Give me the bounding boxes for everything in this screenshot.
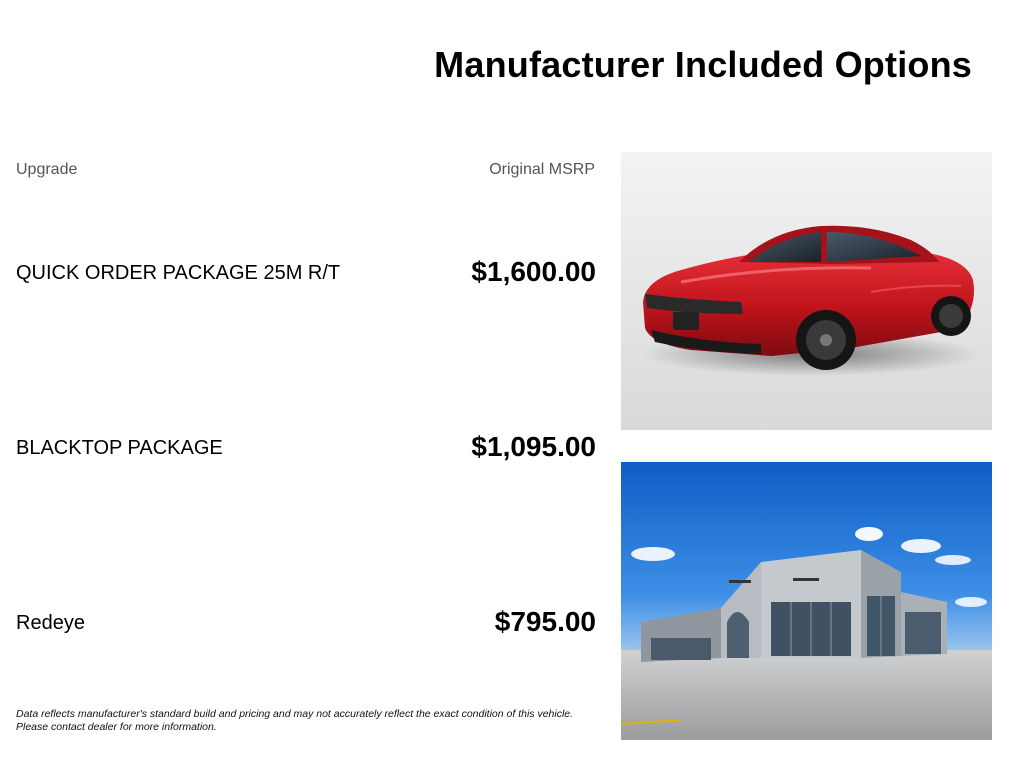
option-row (16, 602, 596, 642)
option-price: $1,600.00 (471, 256, 596, 287)
option-price: $1,095.00 (471, 431, 596, 462)
car-photo (621, 152, 992, 430)
option-name: BLACKTOP PACKAGE (16, 437, 223, 459)
disclaimer (16, 708, 606, 733)
msrp-column-header: Original MSRP (489, 161, 595, 178)
option-name: QUICK ORDER PACKAGE 25M R/T (16, 262, 341, 284)
upgrade-column-header: Upgrade (16, 161, 78, 178)
option-row (16, 427, 596, 467)
dealership-photo (621, 462, 992, 740)
option-row (16, 252, 596, 292)
option-price: $795.00 (494, 606, 596, 637)
page-title: Manufacturer Included Options (434, 44, 972, 85)
disclaimer-line: Data reflects manufacturer's standard build and pricing and may not accurately reflect the exact condition of this vehicle. (16, 708, 574, 720)
disclaimer-line: Please contact dealer for more information. (16, 720, 217, 733)
option-name: Redeye (16, 612, 85, 634)
